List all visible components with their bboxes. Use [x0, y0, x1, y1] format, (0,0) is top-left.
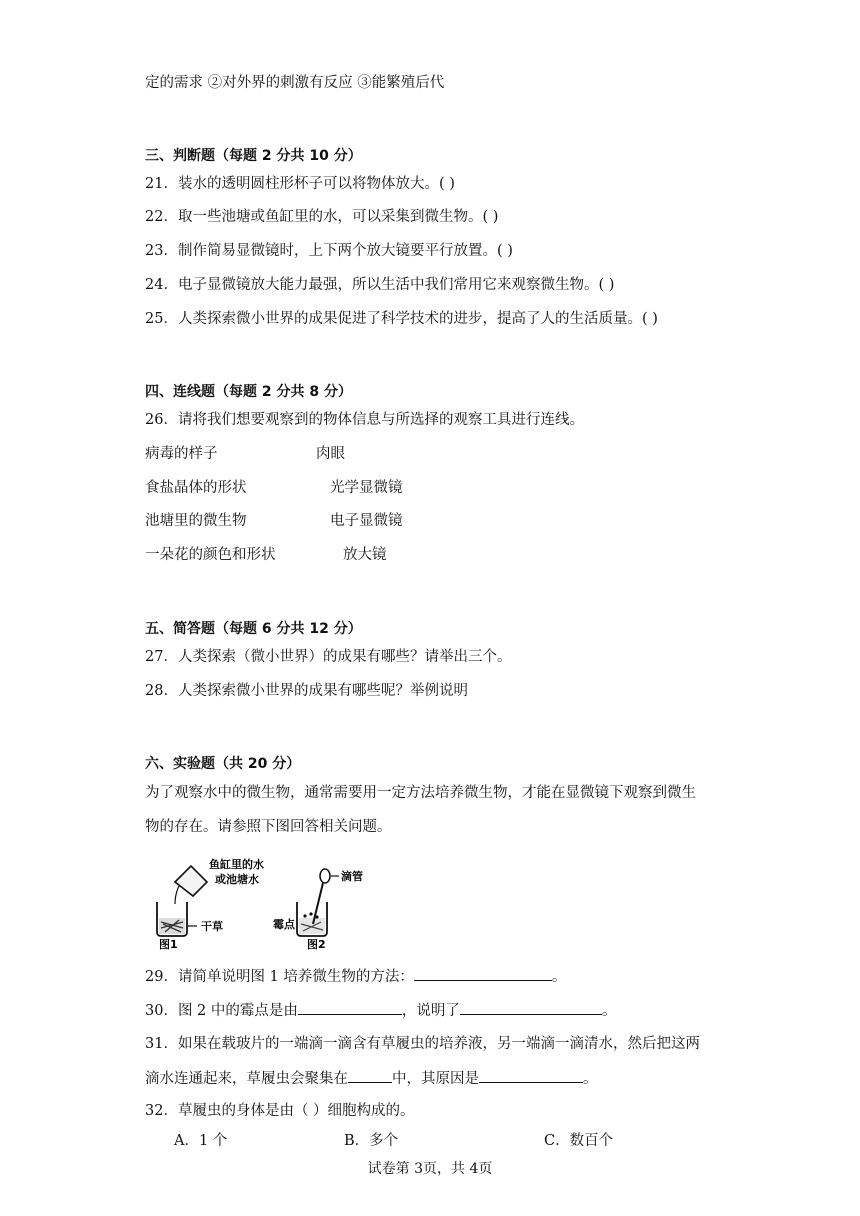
- answer-blank-31b[interactable]: [479, 1068, 583, 1083]
- beaker-2: [297, 902, 327, 936]
- question-22: 22．取一些池塘或鱼缸里的水，可以采集到微生物。( ): [145, 209, 499, 225]
- question-31-end: 。: [583, 1071, 598, 1087]
- mold-label: 霉点: [273, 918, 295, 931]
- section-heading-experiment: 六、实验题（共 20 分）: [145, 756, 301, 772]
- match-right-2: 光学显微镜: [330, 480, 403, 496]
- section-heading-matching: 四、连线题（每题 2 分共 8 分）: [145, 384, 352, 400]
- question-26: 26．请将我们想要观察到的物体信息与所选择的观察工具进行连线。: [145, 412, 584, 428]
- answer-blank-29[interactable]: [414, 966, 552, 981]
- answer-blank-31a[interactable]: [348, 1068, 392, 1083]
- grass-label: 干草: [201, 920, 223, 933]
- section-heading-short-answer: 五、简答题（每题 6 分共 12 分）: [145, 621, 362, 637]
- question-24: 24．电子显微镜放大能力最强，所以生活中我们常用它来观察微生物。( ): [145, 277, 615, 293]
- question-21: 21．装水的透明圆柱形杯子可以将物体放大。( ): [145, 176, 455, 192]
- experiment-intro-line2: 物的存在。请参照下图回答相关问题。: [145, 819, 392, 835]
- water-label-2: 或池塘水: [215, 873, 259, 886]
- figure-2-caption: 图2: [307, 938, 326, 950]
- option-a[interactable]: A．1 个: [174, 1133, 228, 1149]
- match-right-3: 电子显微镜: [330, 513, 403, 529]
- pouring-cup: [175, 866, 207, 904]
- question-29-end: 。: [551, 969, 567, 985]
- section-heading-judgement: 三、判断题（每题 2 分共 10 分）: [145, 148, 362, 164]
- match-left-4: 一朵花的颜色和形状: [145, 547, 276, 563]
- question-30-text-b: ，说明了: [401, 1003, 460, 1019]
- experiment-intro-line1: 为了观察水中的微生物，通常需要用一定方法培养微生物，才能在显微镜下观察到微生: [145, 785, 696, 801]
- match-left-2: 食盐晶体的形状: [145, 480, 247, 496]
- question-32: 32．草履虫的身体是由（ ）细胞构成的。: [145, 1103, 415, 1119]
- question-29: [145, 966, 566, 987]
- question-31-text-a: 滴水连通起来，草履虫会聚集在: [145, 1071, 348, 1087]
- option-b[interactable]: B．多个: [344, 1133, 399, 1149]
- page-footer: 试卷第 3页，共 4页: [367, 1161, 493, 1177]
- match-right-1: 肉眼: [316, 446, 345, 462]
- question-31-text-b: 中，其原因是: [392, 1071, 479, 1087]
- beaker-illustration: [145, 852, 385, 950]
- question-31-line1: 31．如果在载玻片的一端滴一滴含有草履虫的培养液，另一端滴一滴清水，然后把这两: [145, 1036, 700, 1052]
- answer-blank-30b[interactable]: [460, 1000, 602, 1015]
- question-27: 27．人类探索（微小世界）的成果有哪些？请举出三个。: [145, 649, 512, 665]
- question-30-text-a: 30．图 2 中的霉点是由: [145, 1003, 298, 1019]
- question-23: 23．制作简易显微镜时，上下两个放大镜要平行放置。( ): [145, 243, 513, 259]
- question-29-text: 29．请简单说明图 1 培养微生物的方法：: [145, 969, 414, 985]
- match-right-4: 放大镜: [343, 547, 387, 563]
- question-25: 25．人类探索微小世界的成果促进了科学技术的进步，提高了人的生活质量。( ): [145, 311, 658, 327]
- match-left-1: 病毒的样子: [145, 446, 218, 462]
- question-31-line2: [145, 1068, 598, 1089]
- option-c[interactable]: C．数百个: [544, 1133, 614, 1149]
- dropper-label: 滴管: [341, 870, 363, 883]
- answer-blank-30a[interactable]: [298, 1000, 402, 1015]
- figure-1-caption: 图1: [159, 938, 178, 950]
- beaker-1: [157, 902, 187, 936]
- experiment-figure: [145, 852, 385, 950]
- continued-text: 定的需求 ②对外界的刺激有反应 ③能繁殖后代: [145, 75, 445, 91]
- question-28: 28．人类探索微小世界的成果有哪些呢？举例说明: [145, 683, 468, 699]
- question-30-end: 。: [601, 1003, 617, 1019]
- water-label-1: 鱼缸里的水: [209, 858, 264, 871]
- match-left-3: 池塘里的微生物: [145, 513, 247, 529]
- question-30: [145, 1000, 616, 1021]
